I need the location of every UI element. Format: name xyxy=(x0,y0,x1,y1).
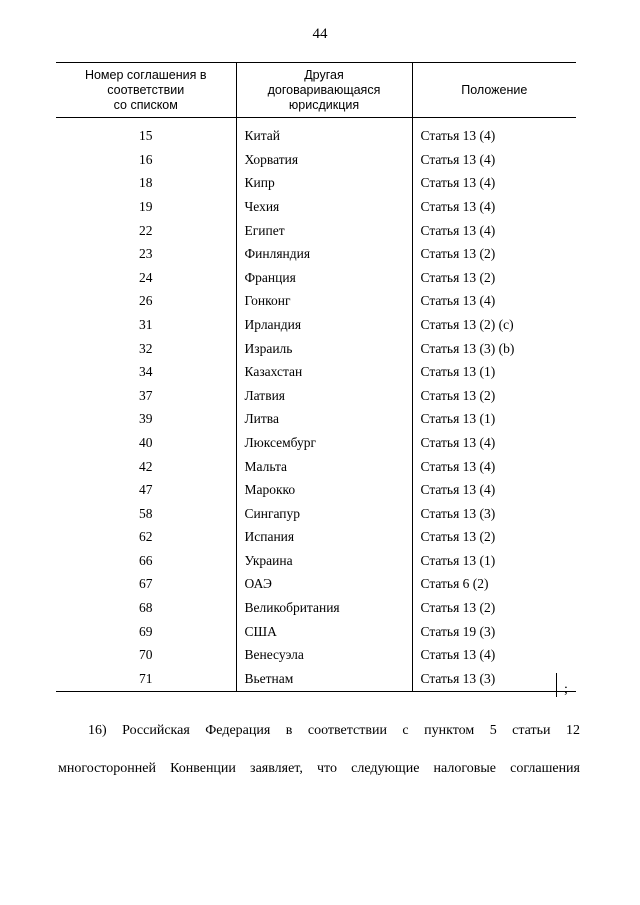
jurisdiction: Испания xyxy=(236,526,412,550)
agreement-number: 24 xyxy=(139,269,153,285)
provision: Статья 13 (2) xyxy=(412,242,576,266)
provision: Статья 13 (3) xyxy=(412,502,576,526)
agreement-number: 26 xyxy=(139,293,153,309)
provision: Статья 6 (2) xyxy=(412,573,576,597)
provision: Статья 13 (1) xyxy=(412,408,576,432)
table-row xyxy=(56,384,576,408)
jurisdiction: Люксембург xyxy=(236,431,412,455)
table-body xyxy=(56,118,576,692)
table-row xyxy=(56,219,576,243)
provision: Статья 19 (3) xyxy=(412,620,576,644)
provision: Статья 13 (3) (b) xyxy=(412,337,576,361)
table-row xyxy=(56,172,576,196)
table-row xyxy=(56,526,576,550)
provision: Статья 13 (4) xyxy=(412,172,576,196)
jurisdiction: Франция xyxy=(236,266,412,290)
jurisdiction: Гонконг xyxy=(236,290,412,314)
table-row xyxy=(56,596,576,620)
jurisdiction: Хорватия xyxy=(236,148,412,172)
agreement-number: 42 xyxy=(139,458,153,474)
table-row xyxy=(56,148,576,172)
table-row xyxy=(56,313,576,337)
provision: Статья 13 (2) xyxy=(412,384,576,408)
jurisdiction: ОАЭ xyxy=(236,573,412,597)
agreement-number: 22 xyxy=(139,222,153,238)
agreement-number: 15 xyxy=(139,128,153,143)
table-row xyxy=(56,455,576,479)
agreement-number: 58 xyxy=(139,505,153,521)
reservations-table-container xyxy=(56,62,576,692)
agreement-number: 69 xyxy=(139,623,153,639)
agreement-number: 62 xyxy=(139,529,153,545)
provision: Статья 13 (2) xyxy=(412,596,576,620)
provision: Статья 13 (4) xyxy=(412,431,576,455)
agreement-number: 23 xyxy=(139,246,153,262)
provision: Статья 13 (4) xyxy=(412,148,576,172)
agreement-number: 19 xyxy=(139,198,153,214)
jurisdiction: Финляндия xyxy=(236,242,412,266)
provision: Статья 13 (2) (с) xyxy=(412,313,576,337)
provision: Статья 13 (4) xyxy=(412,118,576,149)
agreement-number: 37 xyxy=(139,387,153,403)
table-row xyxy=(56,360,576,384)
jurisdiction: США xyxy=(236,620,412,644)
agreement-number: 47 xyxy=(139,482,153,498)
jurisdiction: Чехия xyxy=(236,195,412,219)
provision: Статья 13 (2) xyxy=(412,266,576,290)
page-number: 44 xyxy=(312,26,328,42)
table-row xyxy=(56,478,576,502)
trailing-semicolon: ; xyxy=(564,682,568,697)
agreement-number: 34 xyxy=(139,364,153,380)
paragraph-line-1: 16) Российская Федерация в соответствии с пунктом 5 статьи 12 xyxy=(88,723,580,738)
provision: Статья 13 (1) xyxy=(412,360,576,384)
table-row xyxy=(56,549,576,573)
agreement-number: 31 xyxy=(139,316,153,332)
jurisdiction: Израиль xyxy=(236,337,412,361)
agreement-number: 16 xyxy=(139,151,153,167)
jurisdiction: Египет xyxy=(236,219,412,243)
provision: Статья 13 (2) xyxy=(412,526,576,550)
table-row xyxy=(56,118,576,149)
header-agreement-number: Номер соглашения в соответствии со списком xyxy=(56,63,236,118)
table-row xyxy=(56,643,576,667)
provision: Статья 13 (4) xyxy=(412,290,576,314)
paragraph-line-2: многосторонней Конвенции заявляет, что следующие налоговые соглашения xyxy=(58,761,580,776)
provision: Статья 13 (4) xyxy=(412,643,576,667)
provision: Статья 13 (4) xyxy=(412,219,576,243)
provision: Статья 13 (3) xyxy=(412,667,576,691)
table-row xyxy=(56,266,576,290)
table-row xyxy=(56,242,576,266)
jurisdiction: Великобритания xyxy=(236,596,412,620)
provision: Статья 13 (4) xyxy=(412,195,576,219)
jurisdiction: Ирландия xyxy=(236,313,412,337)
jurisdiction: Сингапур xyxy=(236,502,412,526)
table-row xyxy=(56,431,576,455)
jurisdiction: Украина xyxy=(236,549,412,573)
agreement-number: 70 xyxy=(139,647,153,663)
jurisdiction: Литва xyxy=(236,408,412,432)
provision: Статья 13 (1) xyxy=(412,549,576,573)
jurisdiction: Китай xyxy=(236,118,412,149)
jurisdiction: Венесуэла xyxy=(236,643,412,667)
table-row xyxy=(56,620,576,644)
jurisdiction: Латвия xyxy=(236,384,412,408)
jurisdiction: Казахстан xyxy=(236,360,412,384)
agreement-number: 66 xyxy=(139,552,153,568)
header-provision: Положение xyxy=(412,63,576,118)
table-row xyxy=(56,337,576,361)
table-header-row xyxy=(56,63,576,118)
jurisdiction: Кипр xyxy=(236,172,412,196)
table-row xyxy=(56,290,576,314)
reservations-table xyxy=(56,62,576,692)
agreement-number: 39 xyxy=(139,411,153,427)
header-jurisdiction: Другая договаривающаяся юрисдикция xyxy=(236,63,412,118)
table-row xyxy=(56,408,576,432)
trailing-rule xyxy=(556,673,557,697)
agreement-number: 40 xyxy=(139,434,153,450)
provision: Статья 13 (4) xyxy=(412,455,576,479)
agreement-number: 71 xyxy=(56,667,236,691)
jurisdiction: Марокко xyxy=(236,478,412,502)
jurisdiction: Мальта xyxy=(236,455,412,479)
agreement-number: 18 xyxy=(139,175,153,191)
table-row xyxy=(56,667,576,691)
provision: Статья 13 (4) xyxy=(412,478,576,502)
table-row xyxy=(56,502,576,526)
agreement-number: 68 xyxy=(139,600,153,616)
jurisdiction: Вьетнам xyxy=(236,667,412,691)
table-row xyxy=(56,195,576,219)
agreement-number: 32 xyxy=(139,340,153,356)
agreement-number: 67 xyxy=(139,576,153,592)
table-row xyxy=(56,573,576,597)
